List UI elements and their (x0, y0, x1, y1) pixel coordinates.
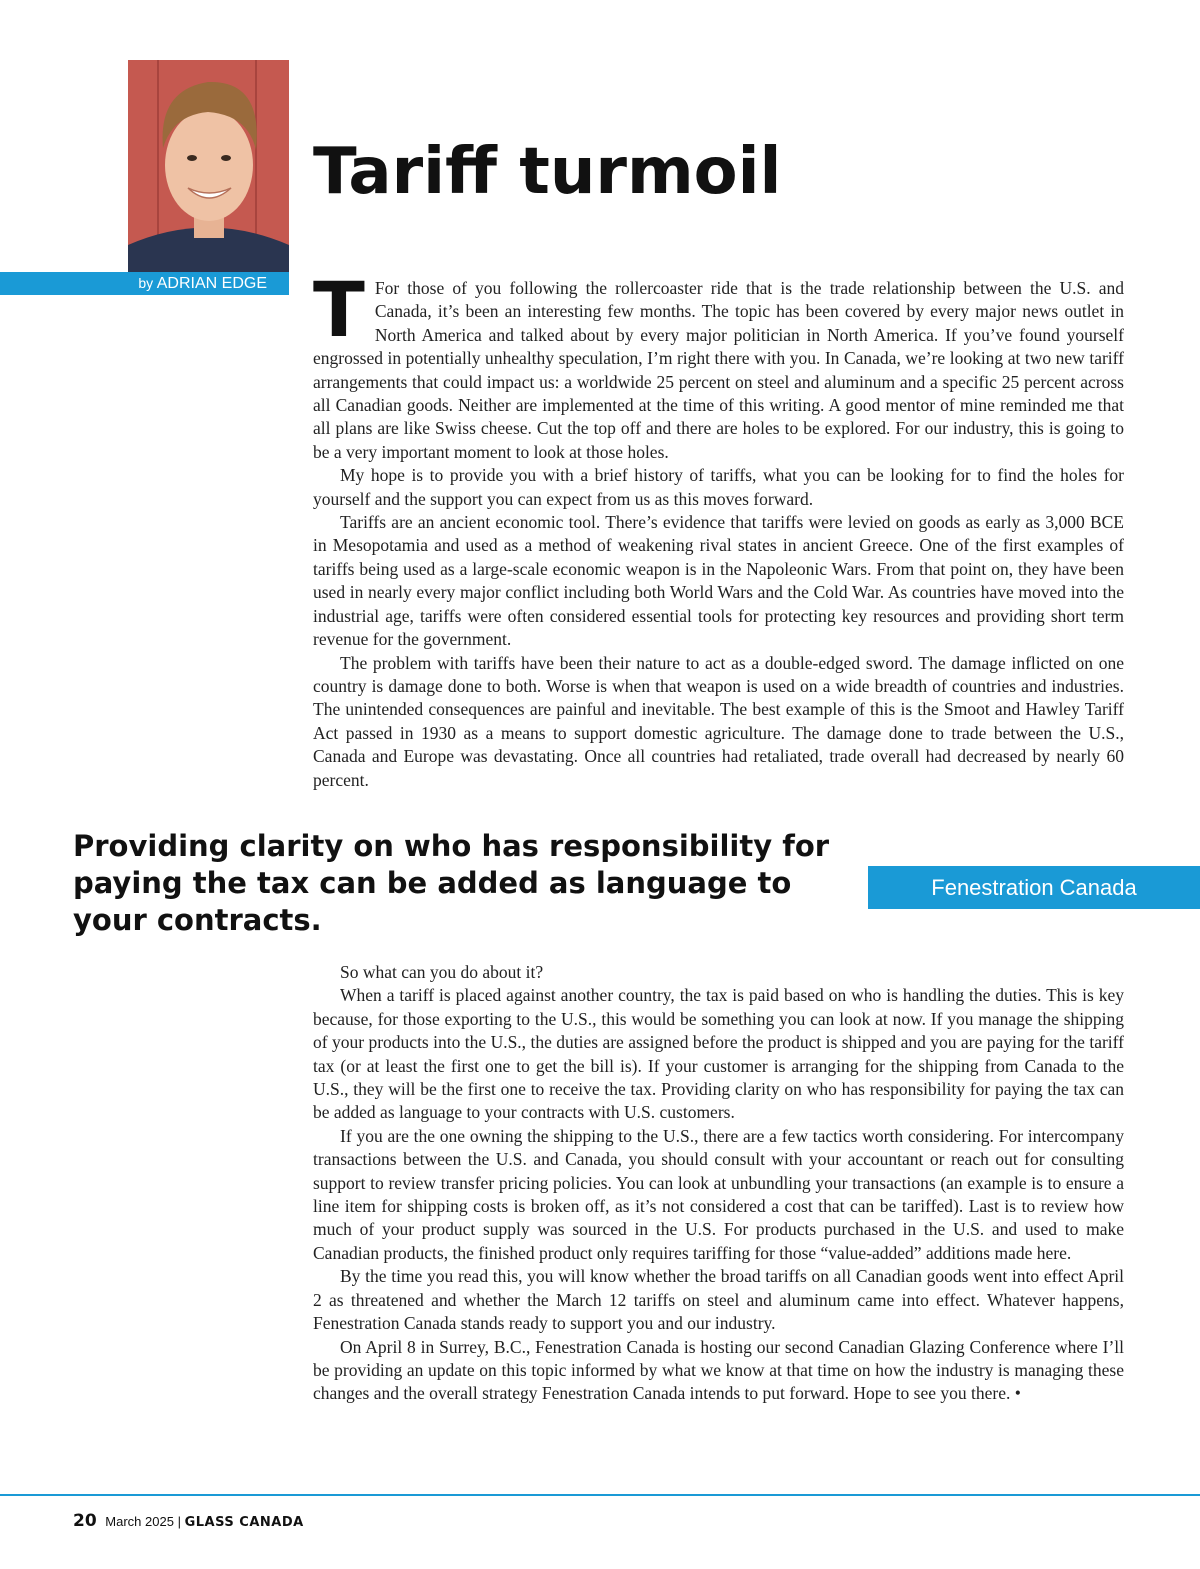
article-body-part2 (313, 961, 1124, 1406)
paragraph: If you are the one owning the shipping to the U.S., there are a few tactics worth considering. For intercompany transactions between the U.S. and Canada, you should consult with your accountant or reach out for consulting support to review transfer pricing policies. You can look at unbundling your transactions (an example is to ensure a line item for shipping costs is broken off, as it’s not considered a cost that can be tariffed). Last is to review how much of your product supply was sourced in the U.S. For products purchased in the U.S. and used to make Canadian products, the finished product only requires tariffing for those “value-added” additions made here. (313, 1125, 1124, 1263)
magazine-name: GLASS CANADA (184, 1515, 304, 1530)
author-photo (128, 60, 289, 272)
page-footer (73, 1511, 304, 1531)
byline-bar (0, 272, 289, 295)
paragraph: So what can you do about it? (340, 962, 544, 982)
paragraph: The problem with tariffs have been their nature to act as a double-edged sword. The damage inflicted on one country is damage done to both. Worse is when that weapon is used on a wide breadth of countries and industries. The unintended consequences are painful and inevitable. The best example of this is the Smoot and Hawley Tariff Act passed in 1930 as a means to support domestic agriculture. The damage done to trade between the U.S., Canada and Europe was devastating. Once all countries had retaliated, trade overall had decreased by nearly 60 percent. (313, 652, 1124, 790)
author-portrait-illustration (128, 60, 289, 272)
byline-author: ADRIAN EDGE (156, 275, 267, 292)
drop-cap: T (313, 265, 365, 354)
paragraph-1-text: For those of you following the rollercoaster ride that is the trade relationship between the U.S. and Canada, it’s been an interesting few months. The topic has been covered by every major news outlet in North America and talked about by every major politician in North America. If you’ve found yourself engrossed in potentially unhealthy speculation, I’m right there with you. In Canada, we’re looking at two new tariff arrangements that could impact us: a worldwide 25 percent on steel and aluminum and a specific 25 percent across all Canadian goods. Neither are implemented at the time of this writing. A good mentor of mine reminded me that all plans are like Swiss cheese. Cut the top off and there are holes to be explored. For our industry, this is going to be a very important moment to look at those holes. (313, 278, 1124, 462)
paragraph: By the time you read this, you will know whether the broad tariffs on all Canadian goods went into effect April 2 as threatened and whether the March 12 tariffs on steel and aluminum came into effect. Whatever happens, Fenestration Canada stands ready to support you and our industry. (313, 1266, 1124, 1334)
footer-separator: | (177, 1514, 181, 1529)
paragraph: Tariffs are an ancient economic tool. There’s evidence that tariffs were levied on goods as early as 3,000 BCE in Mesopotamia and used as a method of weakening rival states in ancient Greece. One of the first examples of tariffs being used as a large-scale economic weapon is in the Napoleonic Wars. From that point on, they have been used in nearly every major conflict including both World Wars and the Cold War. As countries have moved into the industrial age, tariffs were often considered essential tools for protecting key resources and providing short term revenue for the government. (313, 512, 1124, 650)
page-number: 20 (73, 1511, 97, 1531)
section-tag: Fenestration Canada (868, 866, 1200, 909)
issue-date: March 2025 (105, 1514, 174, 1529)
article-title: Tariff turmoil (313, 135, 782, 209)
paragraph: On April 8 in Surrey, B.C., Fenestration Canada is hosting our second Canadian Glazing Conference where I’ll be providing an update on this topic informed by what we know at that time on how the industry is managing these changes and the overall strategy Fenestration Canada intends to put forward. Hope to see you there. • (313, 1336, 1124, 1404)
paragraph: My hope is to provide you with a brief history of tariffs, what you can be looking for to find the holes for yourself and the support you can expect from us as this moves forward. (313, 465, 1124, 509)
paragraph: When a tariff is placed against another country, the tax is paid based on who is handling the duties. This is key because, for those exporting to the U.S., this would be something you can look at now. If you manage the shipping of your products into the U.S., the duties are assigned before the product is shipped and you are paying for the tariff tax (or at least the first one to get the bill is). If your customer is arranging for the shipping from Canada to the U.S., they will be the first one to receive the tax. Providing clarity on who has responsibility for paying the tax can be added as language to your contracts with U.S. customers. (313, 985, 1124, 1123)
footer-rule (0, 1494, 1200, 1496)
pull-quote: Providing clarity on who has responsibility for paying the tax can be added as language to your contracts. (73, 829, 830, 937)
article-body-part1 (313, 265, 1124, 792)
byline-prefix: by (138, 275, 154, 291)
paragraph-intro (313, 265, 1124, 464)
byline (138, 273, 267, 294)
